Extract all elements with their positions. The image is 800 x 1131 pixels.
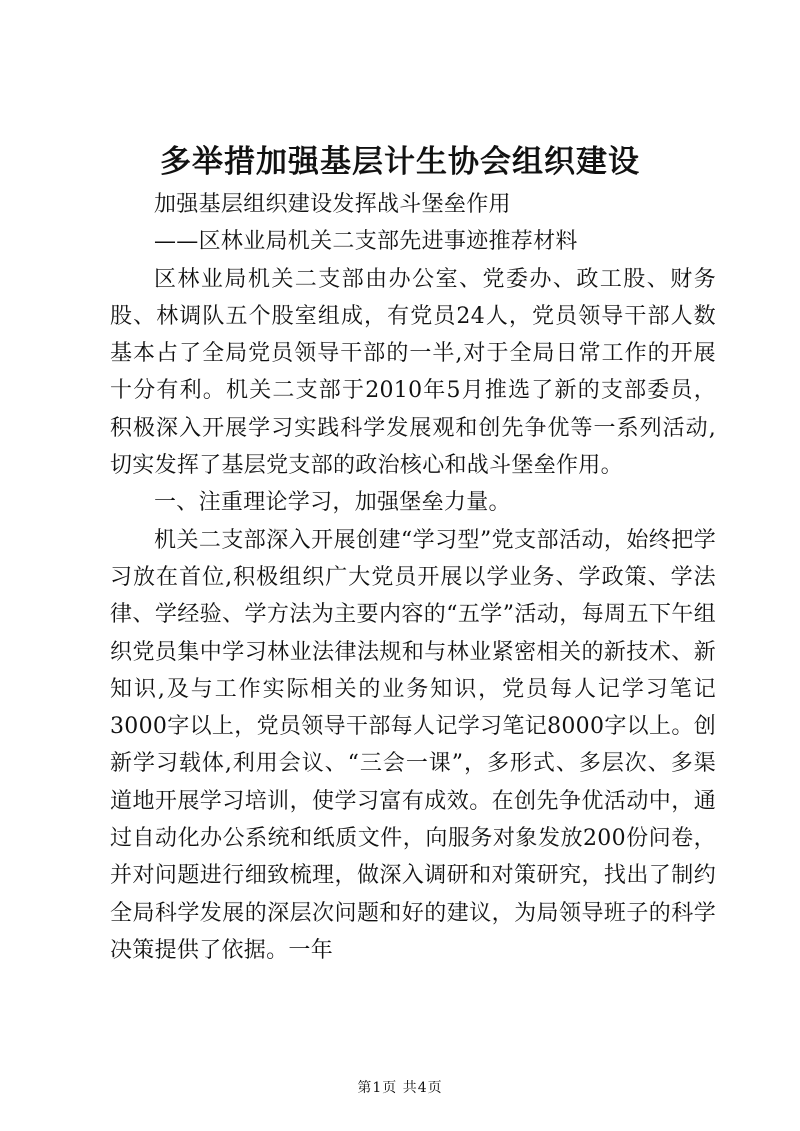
section-heading: 一、注重理论学习，加强堡垒力量。 — [154, 490, 511, 516]
page-footer: 第1页 共4页 — [357, 1080, 443, 1096]
paragraph-intro: 区林业局机关二支部由办公室、党委办、政工股、财务股、林调队五个股室组成，有党员24人，党员领导干部人数基本占了全局党员领导干部的一半,对于全局日常工作的开展十分有利。机关二支部于2010年5月推选了新的支部委员，积极深入开展学习实践科学发展观和创先争优等一系列活动,切实发挥了基层党支部的政治核心和战斗堡垒作用。 — [110, 266, 716, 479]
document-title: 多举措加强基层计生协会组织建设 — [160, 144, 640, 180]
document-body — [110, 186, 716, 969]
subtitle-source: ——区林业局机关二支部先进事迹推荐材料 — [154, 229, 578, 255]
subtitle: 加强基层组织建设发挥战斗堡垒作用 — [154, 192, 511, 217]
paragraph-study: 机关二支部深入开展创建“学习型”党支部活动，始终把学习放在首位,积极组织广大党员开展以学业务、学政策、学法律、学经验、学方法为主要内容的“五学”活动，每周五下午组织党员集中学习林业法律法规和与林业紧密相关的新技术、新知识,及与工作实际相关的业务知识，党员每人记学习笔记3000字以上，党员领导干部每人记学习笔记8000字以上。创新学习载体,利用会议、“三会一课”，多形式、多层次、多渠道地开展学习培训，使学习富有成效。在创先争优活动中，通过自动化办公系统和纸质文件，向服务对象发放200份问卷，并对问题进行细致梳理，做深入调研和对策研究，找出了制约全局科学发展的深层次问题和好的建议，为局领导班子的科学决策提供了依据。一年 — [110, 527, 716, 963]
